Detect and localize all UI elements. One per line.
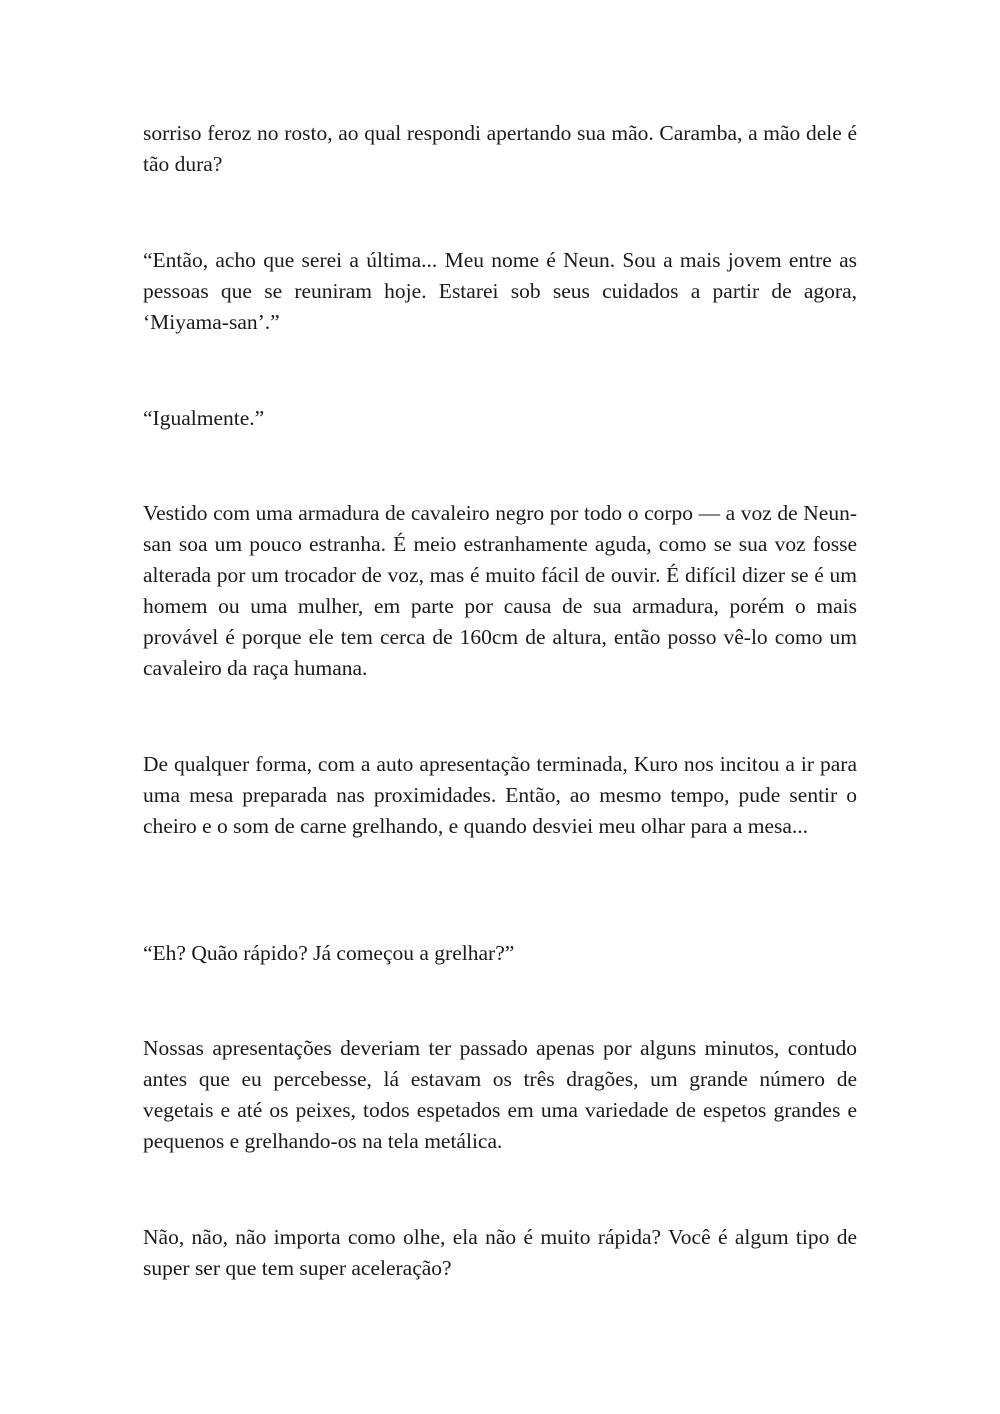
paragraph-3: “Igualmente.” <box>143 406 265 430</box>
paragraph-2: “Então, acho que serei a última... Meu nome é Neun. Sou a mais jovem entre as pessoas que se reuniram hoje. Estarei sob seus cuidados a partir de agora, ‘Miyama-san’.” <box>143 248 857 334</box>
paragraph-5: De qualquer forma, com a auto apresentação terminada, Kuro nos incitou a ir para uma mesa preparada nas proximidades. Então, ao mesmo tempo, pude sentir o cheiro e o som de carne grelhando, e quando desviei meu olhar para a mesa... <box>143 752 857 838</box>
paragraph-1: sorriso feroz no rosto, ao qual respondi apertando sua mão. Caramba, a mão dele é tão dura? <box>143 121 857 176</box>
paragraph-4: Vestido com uma armadura de cavaleiro negro por todo o corpo — a voz de Neun-san soa um pouco estranha. É meio estranhamente aguda, como se sua voz fosse alterada por um trocador de voz, mas é muito fácil de ouvir. É difícil dizer se é um homem ou uma mulher, em parte por causa de sua armadura, porém o mais provável é porque ele tem cerca de 160cm de altura, então posso vê-lo como um cavaleiro da raça humana. <box>143 501 857 680</box>
paragraph-7: Nossas apresentações deveriam ter passado apenas por alguns minutos, contudo antes que eu percebesse, lá estavam os três dragões, um grande número de vegetais e até os peixes, todos espetados em uma variedade de espetos grandes e pequenos e grelhando-os na tela metálica. <box>143 1036 857 1153</box>
paragraph-8: Não, não, não importa como olhe, ela não é muito rápida? Você é algum tipo de super ser que tem super aceleração? <box>143 1225 857 1280</box>
paragraph-6: “Eh? Quão rápido? Já começou a grelhar?” <box>143 941 515 965</box>
